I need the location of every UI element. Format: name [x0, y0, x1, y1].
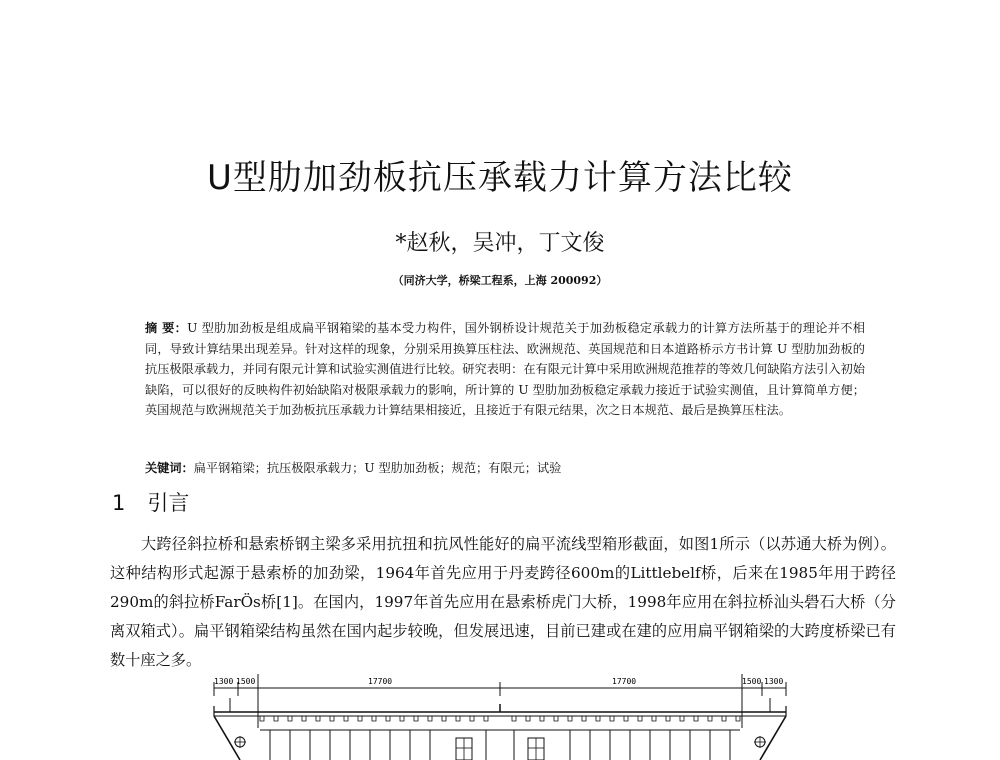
- abstract-label: 摘 要：: [145, 321, 188, 335]
- dim-mid-left: 17700: [368, 677, 393, 686]
- box-girder-cross-section-figure: [200, 668, 800, 760]
- box-girder-drawing: [200, 668, 800, 760]
- section-title: 引言: [147, 491, 190, 515]
- dim-left-2: 1500: [236, 677, 256, 686]
- affiliation: （同济大学，桥梁工程系，上海 200092）: [392, 274, 608, 287]
- dim-left-1: 1300: [214, 677, 234, 686]
- section-number: 1: [112, 491, 126, 515]
- abstract: [145, 318, 865, 421]
- paper-title: U型肋加劲板抗压承载力计算方法比较: [207, 158, 793, 198]
- keywords-label: 关键词：: [145, 461, 194, 475]
- author-list: *赵秋，吴冲，丁文俊: [395, 231, 605, 256]
- abstract-text: U 型肋加劲板是组成扁平钢箱梁的基本受力构件，国外钢桥设计规范关于加劲板稳定承载力的计算方法所基于的理论并不相同，导致计算结果出现差异。针对这样的现象，分别采用换算压柱法、欧洲规范、英国规范和日本道路桥示方书计算 U 型肋加劲板的抗压极限承载力，并同有限元计算和试验实测值进行比较。研究表明：在有限元计算中采用欧洲规范推荐的等效几何缺陷方法引入初始缺陷，可以很好的反映构件初始缺陷对极限承载力的影响，所计算的 U 型肋加劲板稳定承载力接近于试验实测值，且计算简单方便；英国规范与欧洲规范关于加劲板抗压承载力计算结果相接近，且接近于有限元结果，次之日本规范、最后是换算压柱法。: [145, 321, 865, 418]
- dim-right-1: 1500: [742, 677, 762, 686]
- section-heading: [112, 487, 189, 517]
- intro-paragraph: 大跨径斜拉桥和悬索桥钢主梁多采用抗扭和抗风性能好的扁平流线型箱形截面，如图1所示（以苏通大桥为例）。这种结构形式起源于悬索桥的加劲梁，1964年首先应用于丹麦跨径600m的Littlebelf桥，后来在1985年用于跨径290m的斜拉桥FarÖs桥[1]。在国内，1997年首先应用在悬索桥虎门大桥，1998年应用在斜拉桥汕头礐石大桥（分离双箱式）。扁平钢箱梁结构虽然在国内起步较晚，但发展迅速，目前已建或在建的应用扁平钢箱梁的大跨度桥梁已有数十座之多。: [110, 535, 896, 669]
- dim-mid-right: 17700: [612, 677, 637, 686]
- keywords-text: 扁平钢箱梁；抗压极限承载力；U 型肋加劲板；规范；有限元；试验: [193, 461, 562, 475]
- keywords: [145, 459, 865, 476]
- dim-right-2: 1300: [764, 677, 784, 686]
